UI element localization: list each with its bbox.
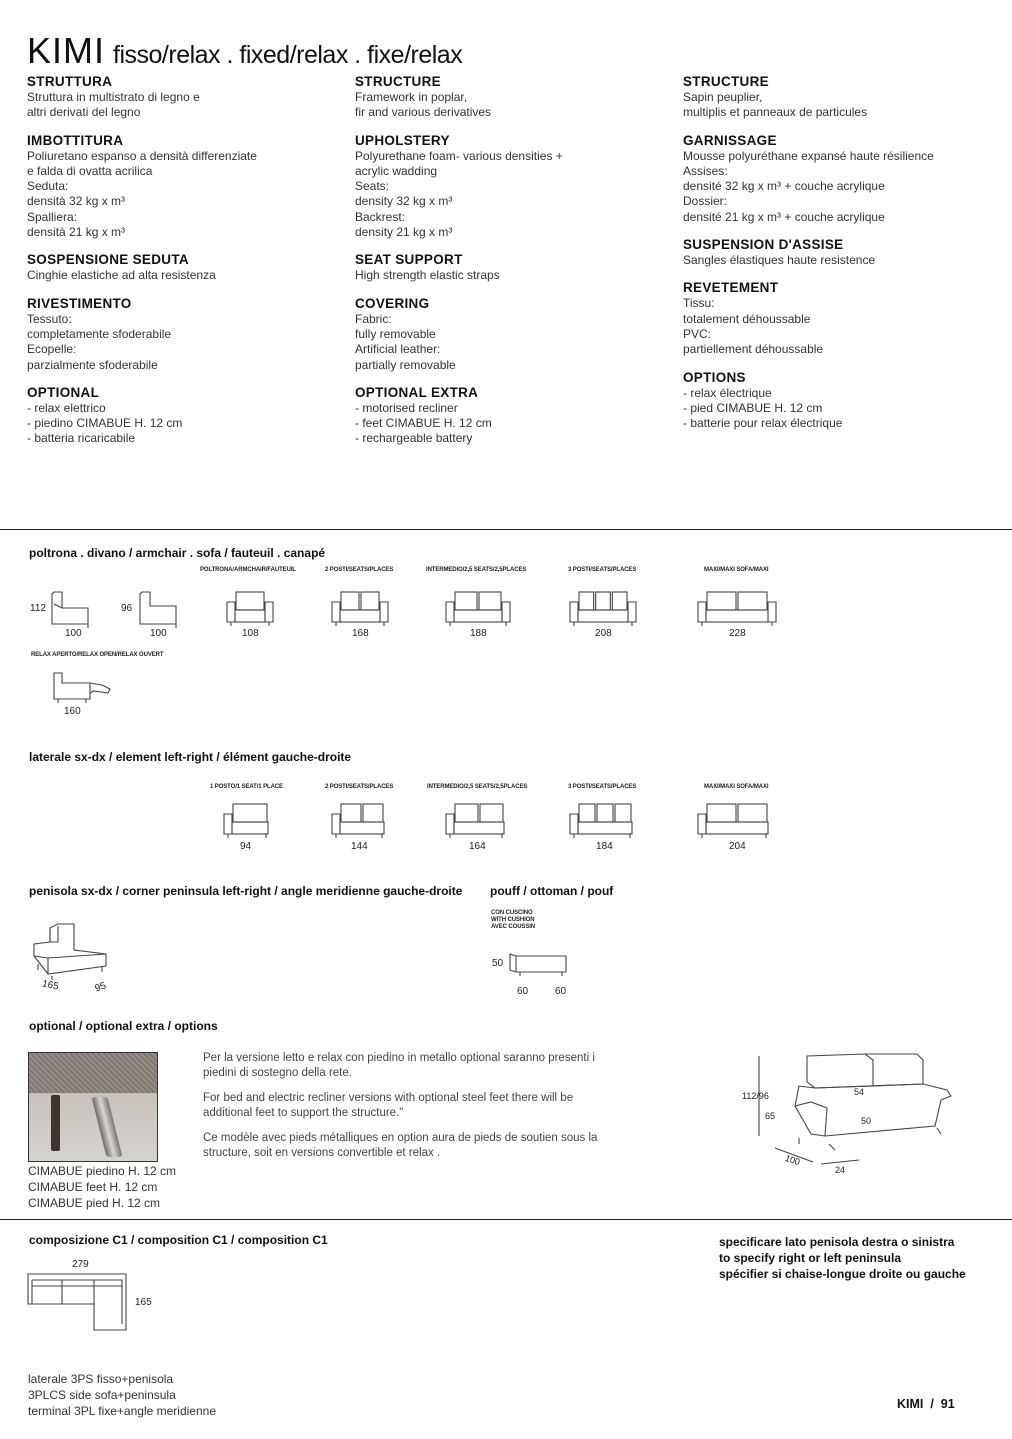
- spec-line: Dossier:: [683, 194, 728, 209]
- dim-depth: 100: [783, 1152, 802, 1168]
- spec-line: densité 21 kg x m³ + couche acrylique: [683, 209, 885, 224]
- spec-line: - piedino CIMABUE H. 12 cm: [27, 416, 183, 431]
- sofa-front-icon: [444, 588, 512, 633]
- spec-section: [27, 252, 347, 283]
- title-subtitle: fisso/relax . fixed/relax . fixe/relax: [113, 41, 463, 69]
- spec-line: e falda di ovatta acrilica: [27, 163, 153, 178]
- armchair-sofa-heading: poltrona . divano / armchair . sofa / fauteuil . canapé: [29, 546, 326, 560]
- spec-line: Seduta:: [27, 179, 69, 194]
- optional-notes: [203, 1051, 603, 1171]
- model-variant-width: 94: [240, 841, 252, 852]
- divider: [0, 529, 1012, 530]
- spec-line: Framework in poplar,: [355, 90, 468, 104]
- model-name: KIMI: [27, 30, 106, 71]
- dim-seat-depth: 50: [861, 1116, 872, 1126]
- spec-section: [683, 74, 1003, 121]
- model-variant-width: 204: [729, 841, 746, 852]
- spec-line: - rechargeable battery: [355, 431, 473, 446]
- spec-line: Sangles élastiques haute resistence: [683, 253, 876, 268]
- spec-section: [27, 385, 347, 447]
- spec-section: [355, 296, 675, 373]
- spec-line: - feet CIMABUE H. 12 cm: [355, 416, 492, 431]
- side-view-width: 100: [65, 628, 82, 639]
- spec-line: PVC:: [683, 326, 712, 341]
- model-variant-label: MAXI/MAXI SOFA/MAXI: [704, 784, 769, 790]
- spec-heading: UPHOLSTERY: [355, 132, 450, 148]
- composition-width: 279: [72, 1259, 89, 1270]
- pouf-label-line: CON CUSCINO: [491, 910, 533, 916]
- element-front-icon: [330, 800, 386, 845]
- spec-line: Polyurethane foam- various densities +: [355, 148, 563, 163]
- spec-line: - pied CIMABUE H. 12 cm: [683, 400, 823, 415]
- model-variant-width: 168: [352, 628, 369, 639]
- spec-line: completamente sfoderabile: [27, 326, 172, 341]
- spec-line: Mousse polyuréthane expansé haute résilience: [683, 148, 934, 163]
- spec-line: Seats:: [355, 179, 390, 194]
- spec-line: - relax électrique: [683, 385, 772, 400]
- element-front-icon: [696, 800, 770, 845]
- composition-heading: composizione C1 / composition C1 / composition C1: [29, 1233, 328, 1247]
- composition-depth: 165: [135, 1297, 152, 1308]
- spec-line: density 32 kg x m³: [355, 194, 453, 209]
- spec-column: [355, 74, 675, 459]
- spec-heading: STRUCTURE: [355, 74, 441, 89]
- sofa-front-icon: [330, 588, 390, 633]
- peninsula-side-note: specificare lato penisola destra o sinistra: [719, 1235, 955, 1249]
- spec-line: fully removable: [355, 326, 436, 341]
- spec-heading: OPTIONS: [683, 369, 746, 385]
- model-variant-label: 3 POSTI/SEATS/PLACES: [568, 567, 637, 573]
- cimabue-feet-photo: [28, 1052, 158, 1162]
- side-view-icon: [136, 588, 182, 630]
- divider: [0, 1219, 1012, 1220]
- peninsula-width: 95: [93, 980, 108, 995]
- sofa-front-icon: [696, 588, 778, 633]
- page-title: [27, 30, 462, 72]
- peninsula-side-note: to specify right or left peninsula: [719, 1251, 902, 1265]
- spec-line: parzialmente sfoderabile: [27, 357, 158, 372]
- model-variant-width: 108: [242, 628, 259, 639]
- spec-line: altri derivati del legno: [27, 105, 141, 120]
- spec-heading: COVERING: [355, 295, 430, 311]
- page-footer: KIMI / 91: [897, 1397, 955, 1411]
- side-view-width: 100: [150, 628, 167, 639]
- spec-line: Cinghie elastiche ad alta resistenza: [27, 268, 216, 283]
- model-variant-width: 208: [595, 628, 612, 639]
- model-variant-label: 3 POSTI/SEATS/PLACES: [568, 784, 637, 790]
- relax-open-width: 160: [64, 706, 81, 717]
- spec-line: density 21 kg x m³: [355, 225, 453, 240]
- side-view-height: 112: [30, 603, 46, 614]
- pouf-label-line: WITH CUSHION: [491, 917, 535, 923]
- spec-column: [683, 74, 1003, 443]
- side-view-icon: [48, 588, 94, 630]
- spec-heading: REVETEMENT: [683, 280, 779, 296]
- model-variant-label: POLTRONA/ARMCHAIR/FAUTEUIL: [200, 567, 296, 573]
- cimabue-captions: [28, 1163, 176, 1211]
- composition-plan-icon: [26, 1272, 130, 1334]
- pouf-depth: 60: [555, 986, 567, 997]
- spec-heading: SOSPENSIONE SEDUTA: [27, 252, 189, 268]
- spec-section: [683, 133, 1003, 225]
- model-variant-width: 144: [351, 841, 368, 852]
- spec-heading: OPTIONAL: [27, 384, 100, 400]
- spec-line: Assises:: [683, 163, 728, 178]
- element-front-icon: [568, 800, 634, 845]
- cimabue-caption: CIMABUE feet H. 12 cm: [28, 1180, 158, 1194]
- spec-heading: RIVESTIMENTO: [27, 295, 132, 311]
- relax-open-label: RELAX APERTO/RELAX OPEN/RELAX OUVERT: [31, 652, 164, 658]
- optional-heading: optional / optional extra / options: [29, 1019, 218, 1033]
- spec-line: Struttura in multistrato di legno e: [27, 90, 200, 104]
- spec-line: - batteria ricaricabile: [27, 431, 136, 446]
- spec-line: multiplis et panneaux de particules: [683, 105, 868, 120]
- relax-open-icon: [50, 667, 114, 707]
- model-variant-label: INTERMEDIO/2,5 SEATS/2,5PLACES: [426, 567, 527, 573]
- optional-note: Ce modèle avec pieds métalliques en option aura de pieds de soutien sous la structure, soit en versions convertible et relax .: [203, 1132, 598, 1159]
- side-view-height: 96: [121, 603, 133, 614]
- spec-section: [355, 74, 675, 121]
- dim-arm: 54: [854, 1087, 865, 1097]
- pouf-icon: [506, 950, 572, 986]
- spec-section: [355, 252, 675, 283]
- spec-section: [683, 280, 1003, 357]
- element-front-icon: [222, 800, 270, 845]
- spec-section: [683, 237, 1003, 268]
- model-variant-label: INTERMEDIO/2,5 SEATS/2,5PLACES: [427, 784, 528, 790]
- spec-line: totalement déhoussable: [683, 311, 811, 326]
- model-variant-label: MAXI/MAXI SOFA/MAXI: [704, 567, 769, 573]
- spec-line: Backrest:: [355, 209, 406, 224]
- spec-heading: STRUTTURA: [27, 74, 113, 89]
- spec-line: Fabric:: [355, 311, 392, 326]
- spec-line: densità 21 kg x m³: [27, 225, 126, 240]
- spec-section: [355, 385, 675, 447]
- spec-line: Tissu:: [683, 296, 715, 311]
- dim-seat-height: 65: [765, 1111, 776, 1121]
- pouf-height: 50: [492, 958, 504, 969]
- spec-line: densité 32 kg x m³ + couche acrylique: [683, 179, 885, 194]
- spec-heading: OPTIONAL EXTRA: [355, 384, 479, 400]
- spec-line: partiellement déhoussable: [683, 342, 824, 357]
- spec-heading: STRUCTURE: [683, 74, 769, 89]
- spec-line: - batterie pour relax électrique: [683, 416, 843, 431]
- peninsula-length: 165: [41, 978, 60, 993]
- spec-line: - motorised recliner: [355, 400, 458, 415]
- spec-section: [27, 133, 347, 241]
- composition-captions: [28, 1371, 216, 1419]
- spec-section: [27, 296, 347, 373]
- spec-heading: GARNISSAGE: [683, 132, 777, 148]
- sofa-front-icon: [568, 588, 638, 633]
- peninsula-side-notes: [719, 1234, 966, 1282]
- dim-leg: 24: [835, 1165, 846, 1175]
- optional-note: Per la versione letto e relax con piedino in metallo optional saranno presenti i piedini di sostegno della rete.: [203, 1052, 595, 1079]
- optional-note: For bed and electric recliner versions with optional steel feet there will be additional feet to support the structure.": [203, 1092, 574, 1119]
- model-variant-width: 164: [469, 841, 486, 852]
- model-variant-label: 2 POSTI/SEATS/PLACES: [325, 567, 394, 573]
- composition-caption: laterale 3PS fisso+penisola: [28, 1372, 174, 1386]
- spec-line: densità 32 kg x m³: [27, 194, 126, 209]
- sofa-front-icon: [225, 588, 275, 633]
- peninsula-heading: penisola sx-dx / corner peninsula left-right / angle meridienne gauche-droite: [29, 884, 463, 898]
- pouf-label: [491, 910, 535, 931]
- spec-heading: SUSPENSION D'ASSISE: [683, 237, 844, 253]
- model-variant-width: 184: [596, 841, 613, 852]
- cimabue-caption: CIMABUE pied H. 12 cm: [28, 1196, 161, 1210]
- element-front-icon: [444, 800, 506, 845]
- spec-line: Ecopelle:: [27, 342, 77, 357]
- composition-caption: 3PLCS side sofa+peninsula: [28, 1388, 176, 1402]
- dim-total-height: 112/96: [742, 1091, 769, 1101]
- spec-line: fir and various derivatives: [355, 105, 492, 120]
- pouf-heading: pouff / ottoman / pouf: [490, 884, 614, 898]
- cimabue-caption: CIMABUE piedino H. 12 cm: [28, 1164, 177, 1178]
- spec-line: Spalliera:: [27, 209, 78, 224]
- model-variant-width: 228: [729, 628, 746, 639]
- spec-line: acrylic wadding: [355, 163, 438, 178]
- spec-heading: IMBOTTITURA: [27, 132, 124, 148]
- spec-line: Sapin peuplier,: [683, 90, 763, 104]
- spec-line: partially removable: [355, 357, 456, 372]
- spec-line: Poliuretano espanso a densità differenziate: [27, 148, 257, 163]
- spec-section: [683, 370, 1003, 432]
- spec-column: [27, 74, 347, 459]
- spec-section: [27, 74, 347, 121]
- model-variant-width: 188: [470, 628, 487, 639]
- spec-line: High strength elastic straps: [355, 268, 500, 283]
- spec-line: Artificial leather:: [355, 342, 441, 357]
- spec-section: [355, 133, 675, 241]
- elements-heading: laterale sx-dx / element left-right / élément gauche-droite: [29, 750, 352, 764]
- spec-heading: SEAT SUPPORT: [355, 252, 463, 268]
- pouf-label-line: AVEC COUSSIN: [491, 924, 536, 930]
- spec-line: Tessuto:: [27, 311, 72, 326]
- composition-caption: terminal 3PL fixe+angle meridienne: [28, 1404, 216, 1418]
- pouf-width: 60: [517, 986, 529, 997]
- spec-line: - relax elettrico: [27, 400, 106, 415]
- model-variant-label: 2 POSTI/SEATS/PLACES: [325, 784, 394, 790]
- model-variant-label: 1 POSTO/1 SEAT/1 PLACE: [210, 784, 283, 790]
- peninsula-side-note: spécifier si chaise-longue droite ou gauche: [719, 1267, 966, 1281]
